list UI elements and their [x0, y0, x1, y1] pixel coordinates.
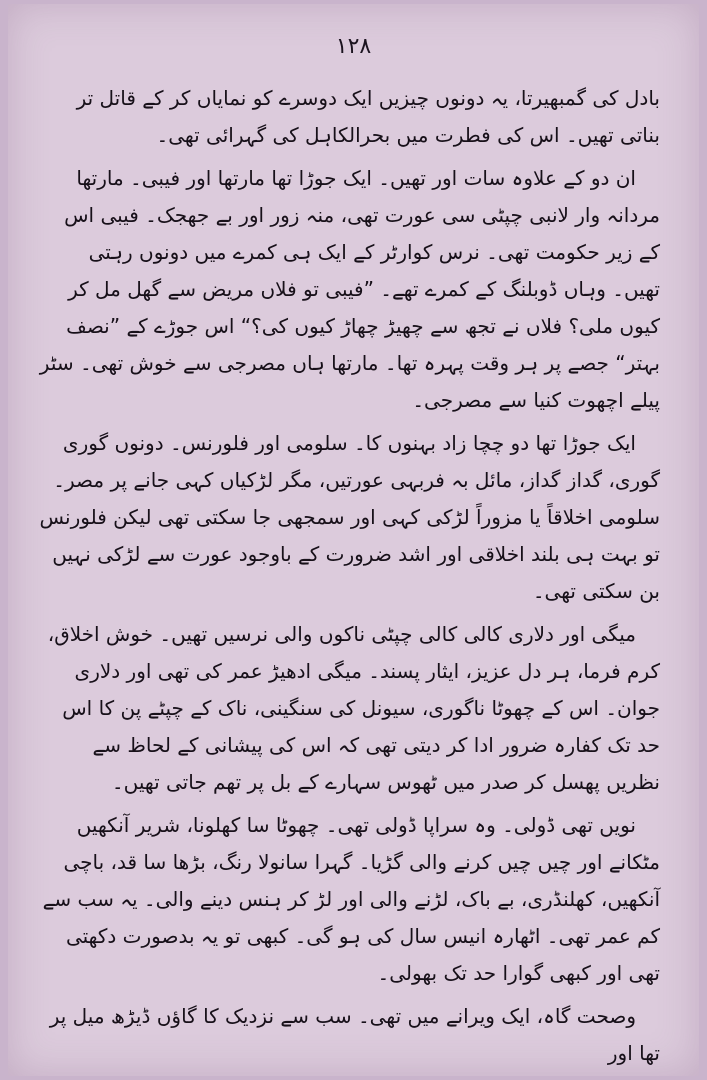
- paragraph-2: ان دو کے علاوہ سات اور تھیں۔ ایک جوڑا تھا مارتھا اور فیبی۔ مارتھا مردانہ وار لانبی چپٹی سی عورت تھی، منہ زور اور بے جھجک۔ فیبی اس کے زیر حکومت تھی۔ نرس کوارٹر کے ایک ہی کمرے میں دونوں رہتی تھیں۔ وہاں ڈوبلنگ کے کمرے تھے۔ ”فیبی تو فلاں مریض سے گھل مل کر کیوں ملی؟ فلاں نے تجھ سے چھیڑ چھاڑ کیوں کی؟“ اس جوڑے کے ”نصف بہتر“ جصے پر ہر وقت پہرہ تھا۔ مارتھا ہاں مصرجی سے خوش تھی۔ سٹر پیلے اچھوت کنیا سے مصرجی۔: [39, 166, 660, 412]
- paragraph-4: میگی اور دلاری کالی کالی چپٹی ناکوں والی نرسیں تھیں۔ خوش اخلاق، کرم فرما، ہر دل عزیز، ایثار پسند۔ میگی ادھیڑ عمر کی تھی اور دلاری جوان۔ اس کے چھوٹا ناگوری، سیونل کی سنگینی، ناک کے چپٹے پن کا اس حد تک کفارہ ضرور ادا کر دیتی تھی کہ اس کی پیشانی کے لحاظ سے نظریں پھسل کر صدر میں ٹھوس سہارے کے بل پر تھم جاتی تھیں۔: [47, 622, 660, 794]
- page-body-text: [38, 80, 660, 1078]
- paragraph-5: نویں تھی ڈولی۔ وہ سراپا ڈولی تھی۔ چھوٹا سا کھلونا، شریر آنکھیں مٹکانے اور چیں چیں کرنے والی گڑیا۔ گہرا سانولا رنگ، بڑھا سا قد، باچی آنکھیں، کھلنڈری، بے باک، لڑنے والی اور لڑ کر ہنس دینے والی۔ یہ سب سے کم عمر تھی۔ اٹھارہ انیس سال کی ہو گی۔ کبھی تو یہ بدصورت دکھتی تھی اور کبھی گوارا حد تک بھولی۔: [42, 813, 660, 985]
- paragraph-1: بادل کی گمبھیرتا، یہ دونوں چیزیں ایک دوسرے کو نمایاں کر کے قاتل تر بناتی تھیں۔ اس کی فطرت میں بحرالکاہل کی گہرائی تھی۔: [76, 86, 660, 147]
- paragraph-3: ایک جوڑا تھا دو چچا زاد بہنوں کا۔ سلومی اور فلورنس۔ دونوں گوری گوری، گداز گداز، مائل بہ فربہی عورتیں، مگر لڑکیاں کہی جانے پر مصر۔ سلومی اخلاقاً یا مزوراً لڑکی کہی اور سمجھی جا سکتی تھی لیکن فلورنس تو بہت ہی بلند اخلاقی اور اشد ضرورت کے باوجود عورت سے لڑکی نہیں بن سکتی تھی۔: [39, 431, 660, 603]
- paragraph-6: وصحت گاہ، ایک ویرانے میں تھی۔ سب سے نزدیک کا گاؤں ڈیڑھ میل پر تھا اور: [49, 1004, 660, 1065]
- book-page: [8, 4, 699, 1076]
- page-number: ۱۲۸: [335, 34, 372, 59]
